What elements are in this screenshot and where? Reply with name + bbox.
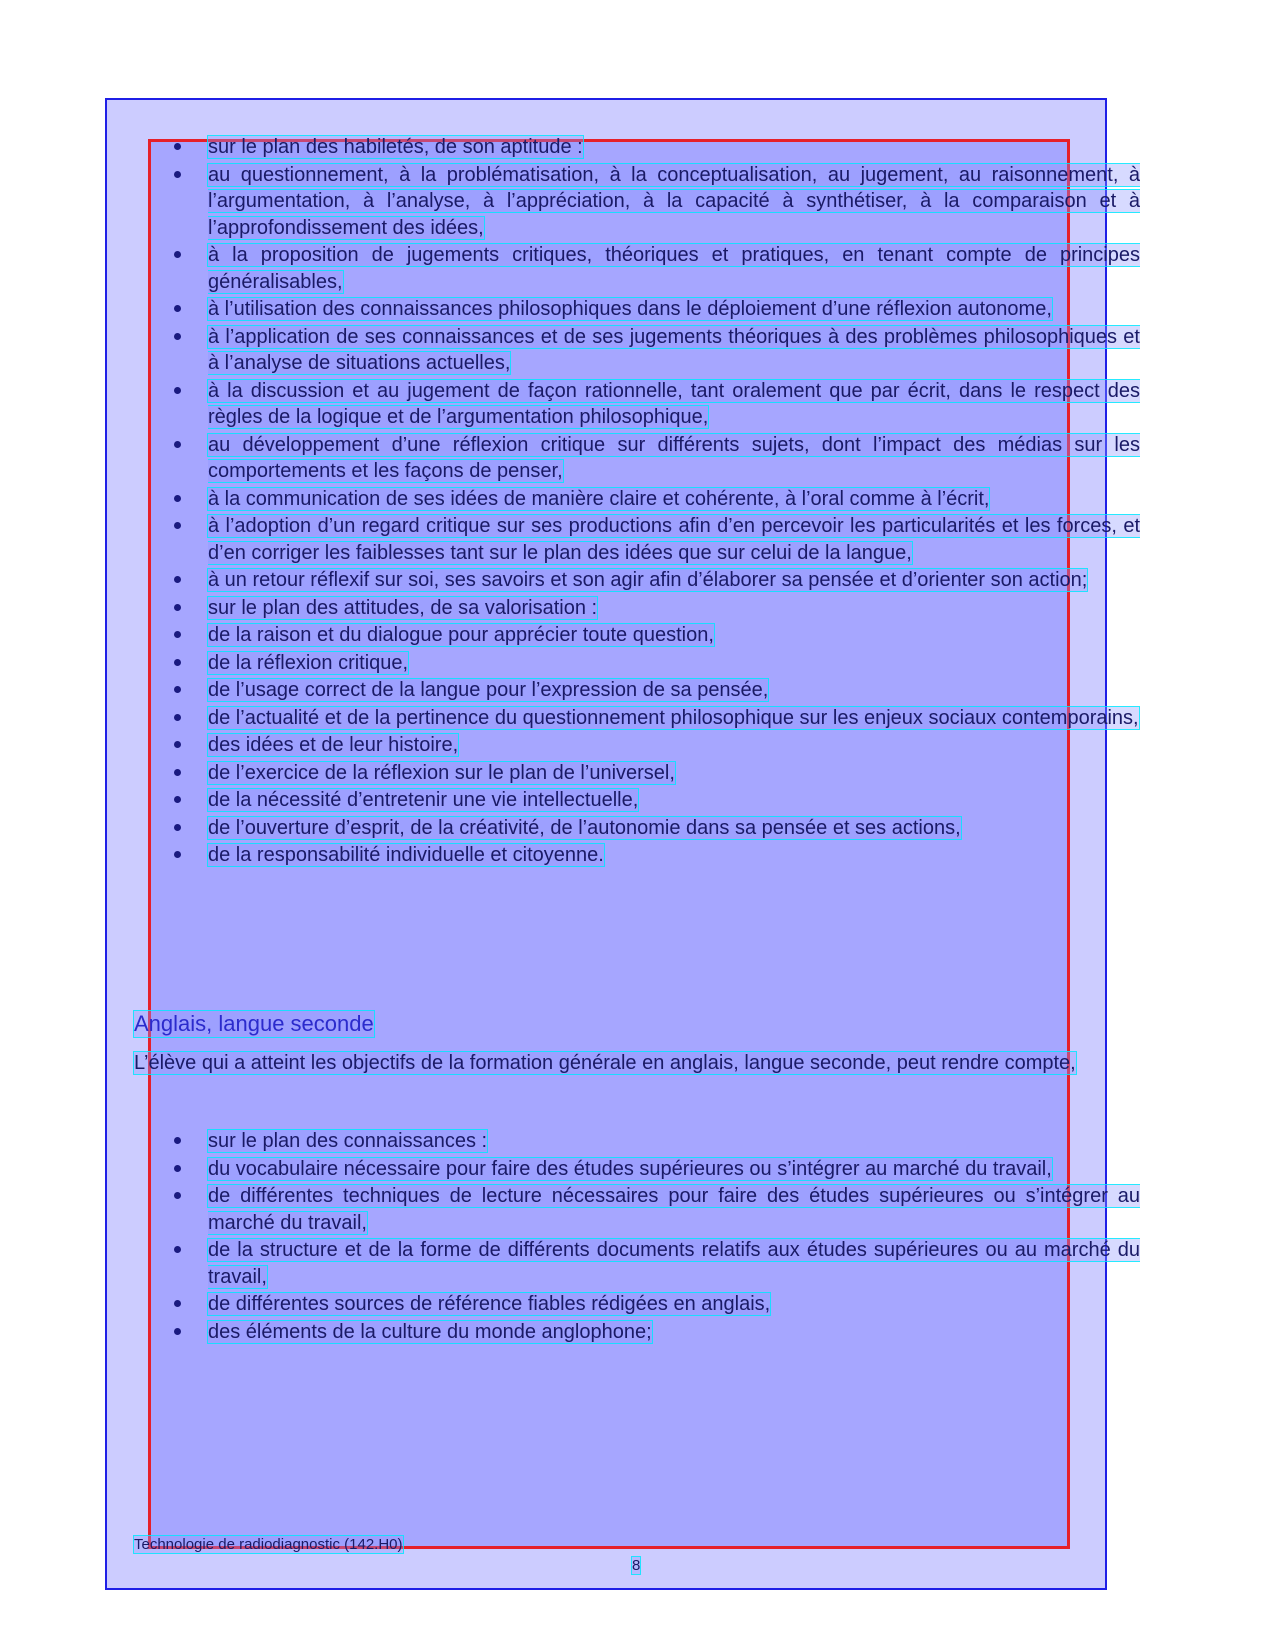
bullet-icon [174,1246,181,1253]
list-item [170,595,1140,622]
list-item-text: de l’exercice de la réflexion sur le plan de l’universel, [208,761,675,784]
intro-text: L’élève qui a atteint les objectifs de la formation générale en anglais, langue seconde, peut rendre compte, [134,1052,1076,1074]
list-item-text: de différentes techniques de lecture nécessaires pour faire des études supérieures ou s’intégrer au marché du travail, [208,1185,1140,1234]
list-item-text: sur le plan des connaissances : [208,1130,488,1152]
list-item [170,815,1140,842]
list-item-text: à l’application de ses connaissances et de ses jugements théoriques à des problèmes philosophiques et à l’analyse de situations actuelles, [208,325,1140,374]
list-item [170,242,1140,295]
bullet-icon [174,305,181,312]
bullet-icon [174,1192,181,1199]
list-item-text: du vocabulaire nécessaire pour faire des études supérieures ou s’intégrer au marché du travail, [208,1157,1052,1180]
list-item-text: de différentes sources de référence fiables rédigées en anglais, [208,1293,771,1315]
list-item [170,296,1140,323]
list-item [170,705,1140,732]
intro-paragraph [134,1050,1140,1076]
bullet-icon [174,686,181,693]
bullet-icon [174,741,181,748]
list-item-text: de la responsabilité individuelle et citoyenne. [208,844,604,866]
bullet-icon [174,171,181,178]
list-item-text: de l’ouverture d’esprit, de la créativité, de l’autonomie dans sa pensée et ses actions, [208,816,961,839]
bullet-icon [174,659,181,666]
bullet-icon [174,333,181,340]
bullet-icon [174,769,181,776]
bullet-icon [174,576,181,583]
list-item-text: à l’adoption d’un regard critique sur ses productions afin d’en percevoir les particularités et les forces, et d’en corriger les faiblesses tant sur le plan des idées que sur celui de la langue, [208,515,1140,564]
bullet-icon [174,1300,181,1307]
list-item [170,378,1140,431]
bullet-icon [174,251,181,258]
bullet-icon [174,796,181,803]
bullet-icon [174,824,181,831]
list-item [170,324,1140,377]
list-item [170,134,1140,161]
list-item-text: sur le plan des attitudes, de sa valorisation : [208,596,598,619]
bullet-list-english [170,1128,1140,1346]
list-item [170,1156,1140,1183]
list-item-text: de la réflexion critique, [208,651,409,674]
list-item [170,567,1140,594]
list-item-text: de la nécessité d’entretenir une vie intellectuelle, [208,789,639,811]
list-item-text: à la proposition de jugements critiques, théoriques et pratiques, en tenant compte de principes généralisables, [208,244,1140,293]
bullet-list-philosophy [170,134,1140,870]
list-item-text: sur le plan des habiletés, de son aptitude : [208,136,583,158]
list-item [170,486,1140,513]
list-item-text: à la communication de ses idées de manière claire et cohérente, à l’oral comme à l’écrit, [208,487,990,510]
list-item-text: de la raison et du dialogue pour apprécier toute question, [208,624,714,646]
list-item [170,1237,1140,1290]
bullet-icon [174,1328,181,1335]
list-item [170,1183,1140,1236]
list-item [170,162,1140,242]
footer-program: Technologie de radiodiagnostic (142.H0) [134,1536,403,1553]
list-item-text: au développement d’une réflexion critique sur différents sujets, dont l’impact des médias sur les comportements et les façons de penser, [208,433,1140,482]
bullet-icon [174,631,181,638]
list-item [170,650,1140,677]
list-item [170,732,1140,759]
list-item-text: à l’utilisation des connaissances philosophiques dans le déploiement d’une réflexion autonome, [208,298,1052,320]
bullet-icon [174,714,181,721]
bullet-icon [174,604,181,611]
list-item-text: de l’usage correct de la langue pour l’expression de sa pensée, [208,679,769,701]
bullet-icon [174,522,181,529]
list-item-text: à la discussion et au jugement de façon rationnelle, tant oralement que par écrit, dans le respect des règles de la logique et de l’argumentation philosophique, [208,379,1140,428]
list-item [170,842,1140,869]
list-item [170,760,1140,787]
list-item-text: à un retour réflexif sur soi, ses savoirs et son agir afin d’élaborer sa pensée et d’orienter son action; [208,569,1088,591]
bullet-icon [174,851,181,858]
list-item [170,1319,1140,1346]
section-heading: Anglais, langue seconde [134,1011,374,1036]
list-item-text: de l’actualité et de la pertinence du questionnement philosophique sur les enjeux sociaux contemporains, [208,706,1139,729]
list-item-text: des éléments de la culture du monde anglophone; [208,1320,652,1343]
list-item-text: de la structure et de la forme de différents documents relatifs aux études supérieures ou au marché du travail, [208,1239,1140,1288]
list-item [170,677,1140,704]
list-item [170,622,1140,649]
list-item-text: au questionnement, à la problématisation, à la conceptualisation, au jugement, au raisonnement, à l’argumentation, à l’analyse, à l’appréciation, à la capacité à synthétiser, à la comparaison et à l’approfondissement des idées, [208,163,1140,239]
bullet-icon [174,387,181,394]
list-item [170,1291,1140,1318]
bullet-icon [174,1137,181,1144]
bullet-icon [174,441,181,448]
list-item [170,787,1140,814]
list-item [170,432,1140,485]
list-item [170,1128,1140,1155]
list-item [170,513,1140,566]
bullet-icon [174,495,181,502]
list-item-text: des idées et de leur histoire, [208,734,459,756]
bullet-icon [174,143,181,150]
bullet-icon [174,1165,181,1172]
page-number: 8 [632,1557,641,1574]
